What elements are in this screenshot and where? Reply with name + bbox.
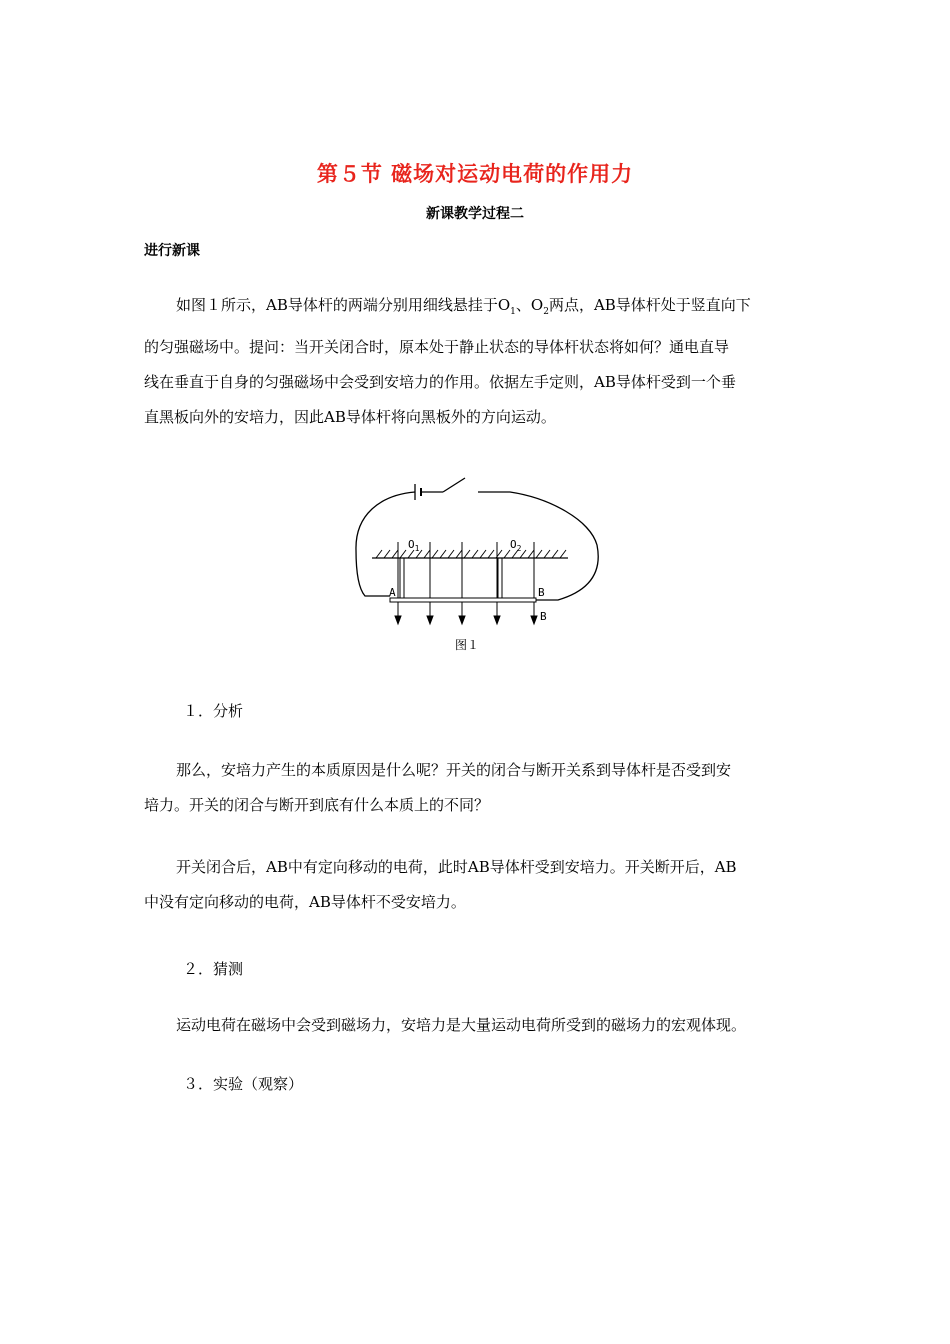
page-subtitle: 新课教学过程二 <box>426 206 524 222</box>
item-experiment: ３．实验（观察） <box>183 1075 304 1093</box>
section-heading: 进行新课 <box>144 243 200 259</box>
intro-sub2: 2 <box>543 307 549 317</box>
guess-paragraph <box>144 1008 810 1043</box>
guess-text: 运动电荷在磁场中会受到磁场力，安培力是大量运动电荷所受到的磁场力的宏观体现。 <box>176 1016 747 1034</box>
item-analysis: １．分析 <box>183 702 244 720</box>
conductor-rod-ab <box>390 598 536 602</box>
answer-line2: 中没有定向移动的电荷，AB导体杆不受安培力。 <box>144 893 466 911</box>
circuit-wire <box>356 492 415 596</box>
intro-line1-a: 如图１所示，AB导体杆的两端分别用细线悬挂于O <box>176 296 511 314</box>
answer-line1: 开关闭合后，AB中有定向移动的电荷，此时AB导体杆受到安培力。开关断开后，AB <box>176 858 737 876</box>
intro-line1-b: 两点，AB导体杆处于竖直向下 <box>548 296 751 314</box>
intro-paragraph <box>144 288 810 435</box>
support-hatching <box>376 550 566 558</box>
question-line2: 培力。开关的闭合与断开到底有什么本质上的不同？ <box>144 796 490 814</box>
intro-sub1: 1 <box>510 307 516 317</box>
label-o1: $O_1$ <box>408 538 420 553</box>
switch-blade <box>443 478 465 492</box>
intro-sep: 、O <box>515 296 544 314</box>
question-line1: 那么，安培力产生的本质原因是什么呢？开关的闭合与断开关系到导体杆是否受到安 <box>176 761 732 779</box>
label-b-bottom: B <box>540 610 547 623</box>
figure-caption: 图１ <box>455 638 480 652</box>
page-title: 第５节 磁场对运动电荷的作用力 <box>316 162 634 186</box>
intro-line4: 直黑板向外的安培力，因此AB导体杆将向黑板外的方向运动。 <box>144 408 556 426</box>
label-o2: $O_2$ <box>510 538 522 553</box>
circuit-wire-right <box>478 492 598 600</box>
question-paragraph <box>144 753 810 823</box>
magnetic-field-arrows <box>395 542 537 624</box>
intro-line3: 线在垂直于自身的匀强磁场中会受到安培力的作用。依据左手定则，AB导体杆受到一个垂 <box>144 373 736 391</box>
item-guess: ２．猜测 <box>183 960 244 978</box>
label-a: A <box>389 586 396 599</box>
label-b-top: B <box>538 586 545 599</box>
intro-line2: 的匀强磁场中。提问：当开关闭合时，原本处于静止状态的导体杆状态将如何？通电直导 <box>144 338 730 356</box>
answer-paragraph <box>144 850 810 920</box>
